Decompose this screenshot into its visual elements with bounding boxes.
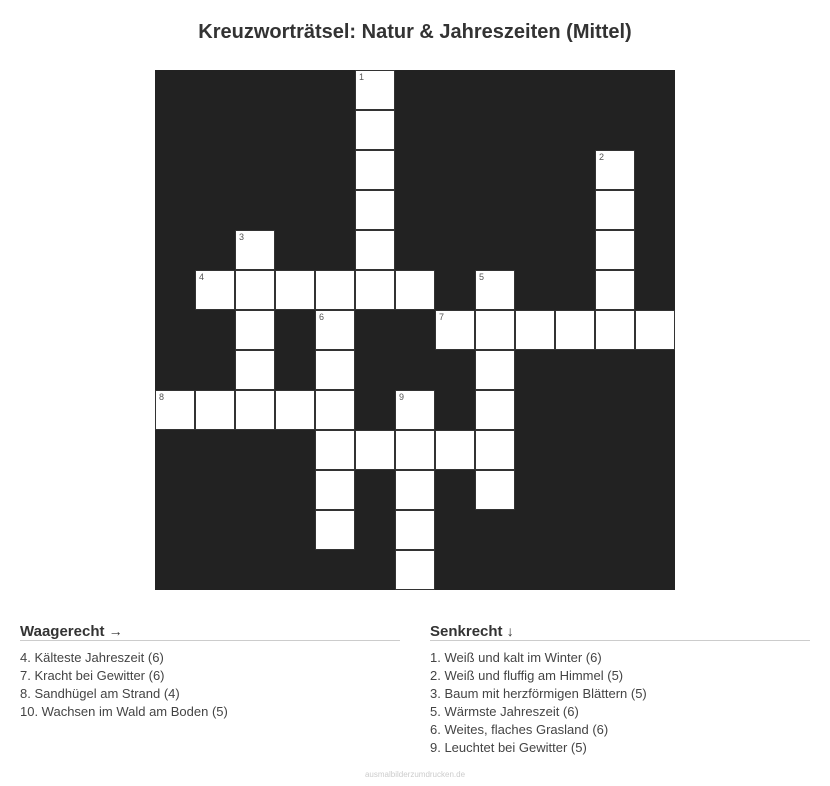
clue-item: 3. Baum mit herzförmigen Blättern (5) [430, 686, 647, 701]
crossword-cell[interactable] [555, 310, 595, 350]
clue-number: 6 [319, 312, 325, 322]
across-heading [20, 622, 400, 641]
clue-item: 1. Weiß und kalt im Winter (6) [430, 650, 602, 665]
crossword-cell[interactable] [395, 550, 435, 590]
crossword-cell[interactable] [395, 390, 435, 430]
crossword-cell[interactable] [315, 510, 355, 550]
crossword-cell[interactable] [235, 390, 275, 430]
crossword-cell[interactable] [315, 470, 355, 510]
crossword-cell[interactable] [595, 270, 635, 310]
crossword-cell[interactable] [355, 150, 395, 190]
crossword-cell[interactable] [315, 430, 355, 470]
crossword-cell[interactable] [475, 270, 515, 310]
crossword-cell[interactable] [355, 70, 395, 110]
clue-number: 8 [159, 392, 165, 402]
crossword-cell[interactable] [475, 350, 515, 390]
crossword-cell[interactable] [395, 270, 435, 310]
crossword-cell[interactable] [315, 310, 355, 350]
crossword-cell[interactable] [235, 230, 275, 270]
crossword-cell[interactable] [235, 310, 275, 350]
crossword-cell[interactable] [475, 470, 515, 510]
clue-number: 3 [239, 232, 245, 242]
crossword-cell[interactable] [435, 430, 475, 470]
page-title: Kreuzworträtsel: Natur & Jahreszeiten (Mittel) [198, 21, 632, 43]
arrow-right-icon: → [108, 623, 123, 639]
crossword-cell[interactable] [395, 470, 435, 510]
crossword-cell[interactable] [235, 270, 275, 310]
clue-item: 5. Wärmste Jahreszeit (6) [430, 704, 579, 719]
clue-number: 1 [359, 72, 365, 82]
crossword-cell[interactable] [595, 150, 635, 190]
crossword-grid [155, 70, 675, 590]
clue-item: 6. Weites, flaches Grasland (6) [430, 722, 609, 737]
crossword-cell[interactable] [595, 310, 635, 350]
crossword-cell[interactable] [155, 390, 195, 430]
crossword-cell[interactable] [515, 310, 555, 350]
clue-number: 7 [439, 312, 445, 322]
crossword-cell[interactable] [595, 190, 635, 230]
crossword-cell[interactable] [315, 270, 355, 310]
crossword-cell[interactable] [315, 350, 355, 390]
clue-item: 4. Kälteste Jahreszeit (6) [20, 650, 164, 665]
clue-item: 8. Sandhügel am Strand (4) [20, 686, 180, 701]
clue-item: 10. Wachsen im Wald am Boden (5) [20, 704, 228, 719]
crossword-cell[interactable] [595, 230, 635, 270]
arrow-down-icon: ↓ [506, 623, 514, 639]
clue-item: 7. Kracht bei Gewitter (6) [20, 668, 165, 683]
clue-number: 5 [479, 272, 485, 282]
crossword-cell[interactable] [395, 510, 435, 550]
across-clue-list [20, 649, 400, 721]
clue-number: 9 [399, 392, 405, 402]
crossword-cell[interactable] [475, 390, 515, 430]
crossword-cell[interactable] [315, 390, 355, 430]
crossword-cell[interactable] [195, 390, 235, 430]
crossword-cell[interactable] [355, 430, 395, 470]
down-heading-label: Senkrecht [430, 623, 503, 640]
down-heading [430, 622, 810, 641]
down-clues-section [430, 622, 810, 757]
crossword-cell[interactable] [635, 310, 675, 350]
crossword-cell[interactable] [195, 270, 235, 310]
crossword-cell[interactable] [355, 190, 395, 230]
clue-number: 4 [199, 272, 205, 282]
clue-item: 2. Weiß und fluffig am Himmel (5) [430, 668, 624, 683]
crossword-cell[interactable] [235, 350, 275, 390]
crossword-cell[interactable] [275, 270, 315, 310]
footer-credit: ausmalbilderzumdrucken.de [364, 770, 466, 779]
across-clues-section [20, 622, 400, 721]
clue-item: 9. Leuchtet bei Gewitter (5) [430, 740, 587, 755]
across-heading-label: Waagerecht [20, 623, 105, 640]
clue-number: 2 [599, 152, 605, 162]
crossword-cell[interactable] [355, 110, 395, 150]
crossword-cell[interactable] [355, 270, 395, 310]
crossword-cell[interactable] [475, 310, 515, 350]
down-clue-list [430, 649, 810, 757]
crossword-cell[interactable] [275, 390, 315, 430]
crossword-cell[interactable] [355, 230, 395, 270]
crossword-cell[interactable] [435, 310, 475, 350]
crossword-cell[interactable] [475, 430, 515, 470]
crossword-cell[interactable] [395, 430, 435, 470]
